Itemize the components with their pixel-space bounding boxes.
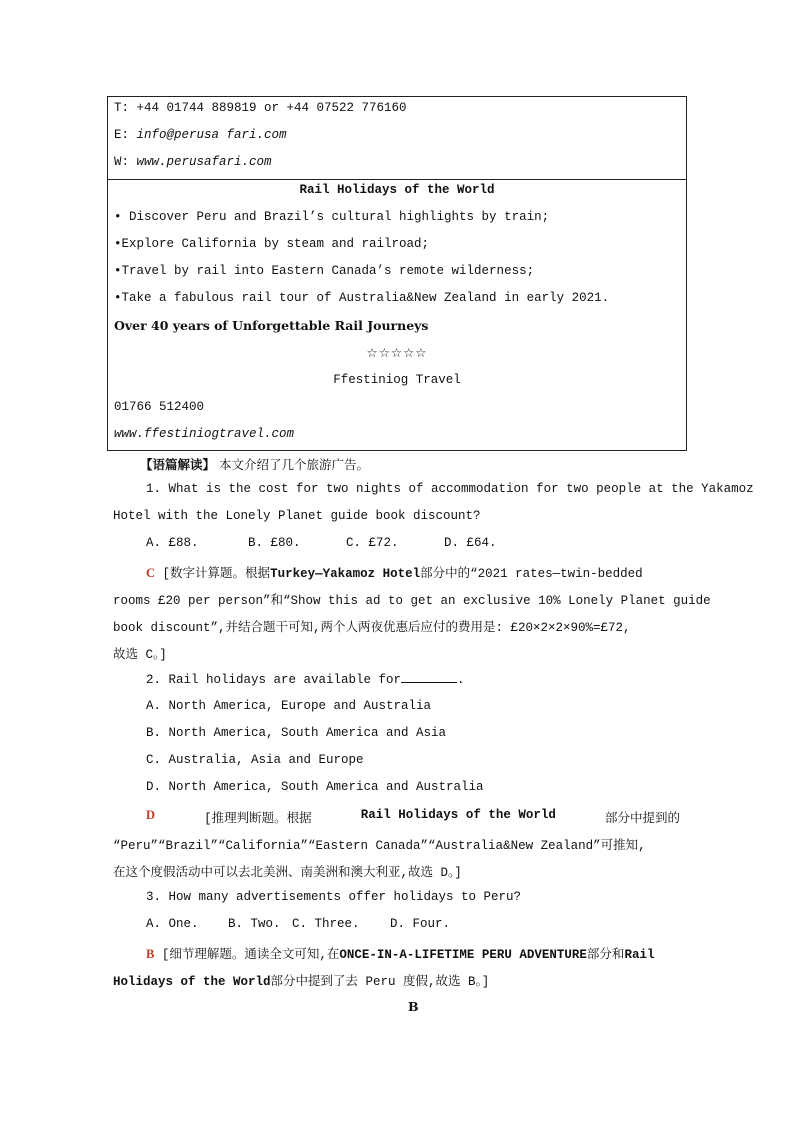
contact-email: E: info@perusa fari.com <box>114 128 287 142</box>
q3-options: A. One. B. Two. C. Three. D. Four. <box>146 917 451 931</box>
box-divider <box>108 179 686 180</box>
passage-analysis: 【语篇解读】 本文介绍了几个旅游广告。 <box>140 457 370 472</box>
q1-options: A. £88. B. £80. C. £72. D. £64. <box>146 536 497 550</box>
answer-key: C <box>146 566 156 580</box>
q1-explanation: C [数字计算题。根据Turkey—Yakamoz Hotel部分中的“2021 rates—twin-bedded <box>146 566 643 581</box>
q3-explanation: B [细节理解题。通读全文可知,在ONCE-IN-A-LIFETIME PERU ADVENTURE部分和Rail <box>146 947 655 962</box>
company-website: www.ffestiniogtravel.com <box>114 427 295 441</box>
rail-bullet: • Discover Peru and Brazil’s cultural highlights by train; <box>114 210 550 224</box>
rail-bullet: •Take a fabulous rail tour of Australia&New Zealand in early 2021. <box>114 291 610 305</box>
answer-blank <box>401 672 457 683</box>
q2-explanation-end: 在这个度假活动中可以去北美洲、南美洲和澳大利亚,故选 D。] <box>113 866 462 880</box>
company-name: Ffestiniog Travel <box>333 373 461 387</box>
q1-stem: 1. What is the cost for two nights of accommodation for two people at the Yakamoz <box>146 482 754 496</box>
q1-stem-cont: Hotel with the Lonely Planet guide book discount? <box>113 509 481 523</box>
q2-explanation-cont: “Peru”“Brazil”“California”“Eastern Canada”“Australia&New Zealand”可推知, <box>113 839 646 853</box>
rail-bullet: •Travel by rail into Eastern Canada’s remote wilderness; <box>114 264 535 278</box>
q2-explanation: D [推理判断题。根据 Rail Holidays of the World 部分中提到的 <box>146 808 680 826</box>
answer-key: B <box>146 947 155 961</box>
star-rating: ☆☆☆☆☆ <box>366 345 428 360</box>
q2-option: A. North America, Europe and Australia <box>146 699 432 713</box>
q1-explanation-cont: book discount”,并结合题干可知,两个人两夜优惠后应付的费用是: £20×2×2×90%=£72, <box>113 621 631 635</box>
contact-website: W: www.perusafari.com <box>114 155 272 169</box>
advertisement-box <box>107 96 687 451</box>
q1-explanation-end: 故选 C。] <box>113 648 167 662</box>
q2-option: D. North America, South America and Australia <box>146 780 484 794</box>
rail-title: Rail Holidays of the World <box>299 183 495 197</box>
answer-key: D <box>146 808 156 822</box>
email-address: info@perusa fari.com <box>136 128 287 142</box>
q2-option: C. Australia, Asia and Europe <box>146 753 364 767</box>
q3-stem: 3. How many advertisements offer holidays to Peru? <box>146 890 522 904</box>
contact-phone: T: +44 01744 889819 or +44 07522 776160 <box>114 101 407 115</box>
company-phone: 01766 512400 <box>114 400 205 414</box>
rail-tagline: Over 40 years of Unforgettable Rail Journeys <box>114 318 429 333</box>
q2-stem: 2. Rail holidays are available for . <box>146 673 465 687</box>
website-address: www.perusafari.com <box>136 155 272 169</box>
q3-explanation-end: Holidays of the World部分中提到了去 Peru 度假,故选 B。] <box>113 975 490 989</box>
rail-bullet: •Explore California by steam and railroad; <box>114 237 430 251</box>
q1-explanation-cont: rooms £20 per person”和“Show this ad to get an exclusive 10% Lonely Planet guide <box>113 594 711 608</box>
q2-option: B. North America, South America and Asia <box>146 726 447 740</box>
section-label: B <box>408 999 419 1014</box>
